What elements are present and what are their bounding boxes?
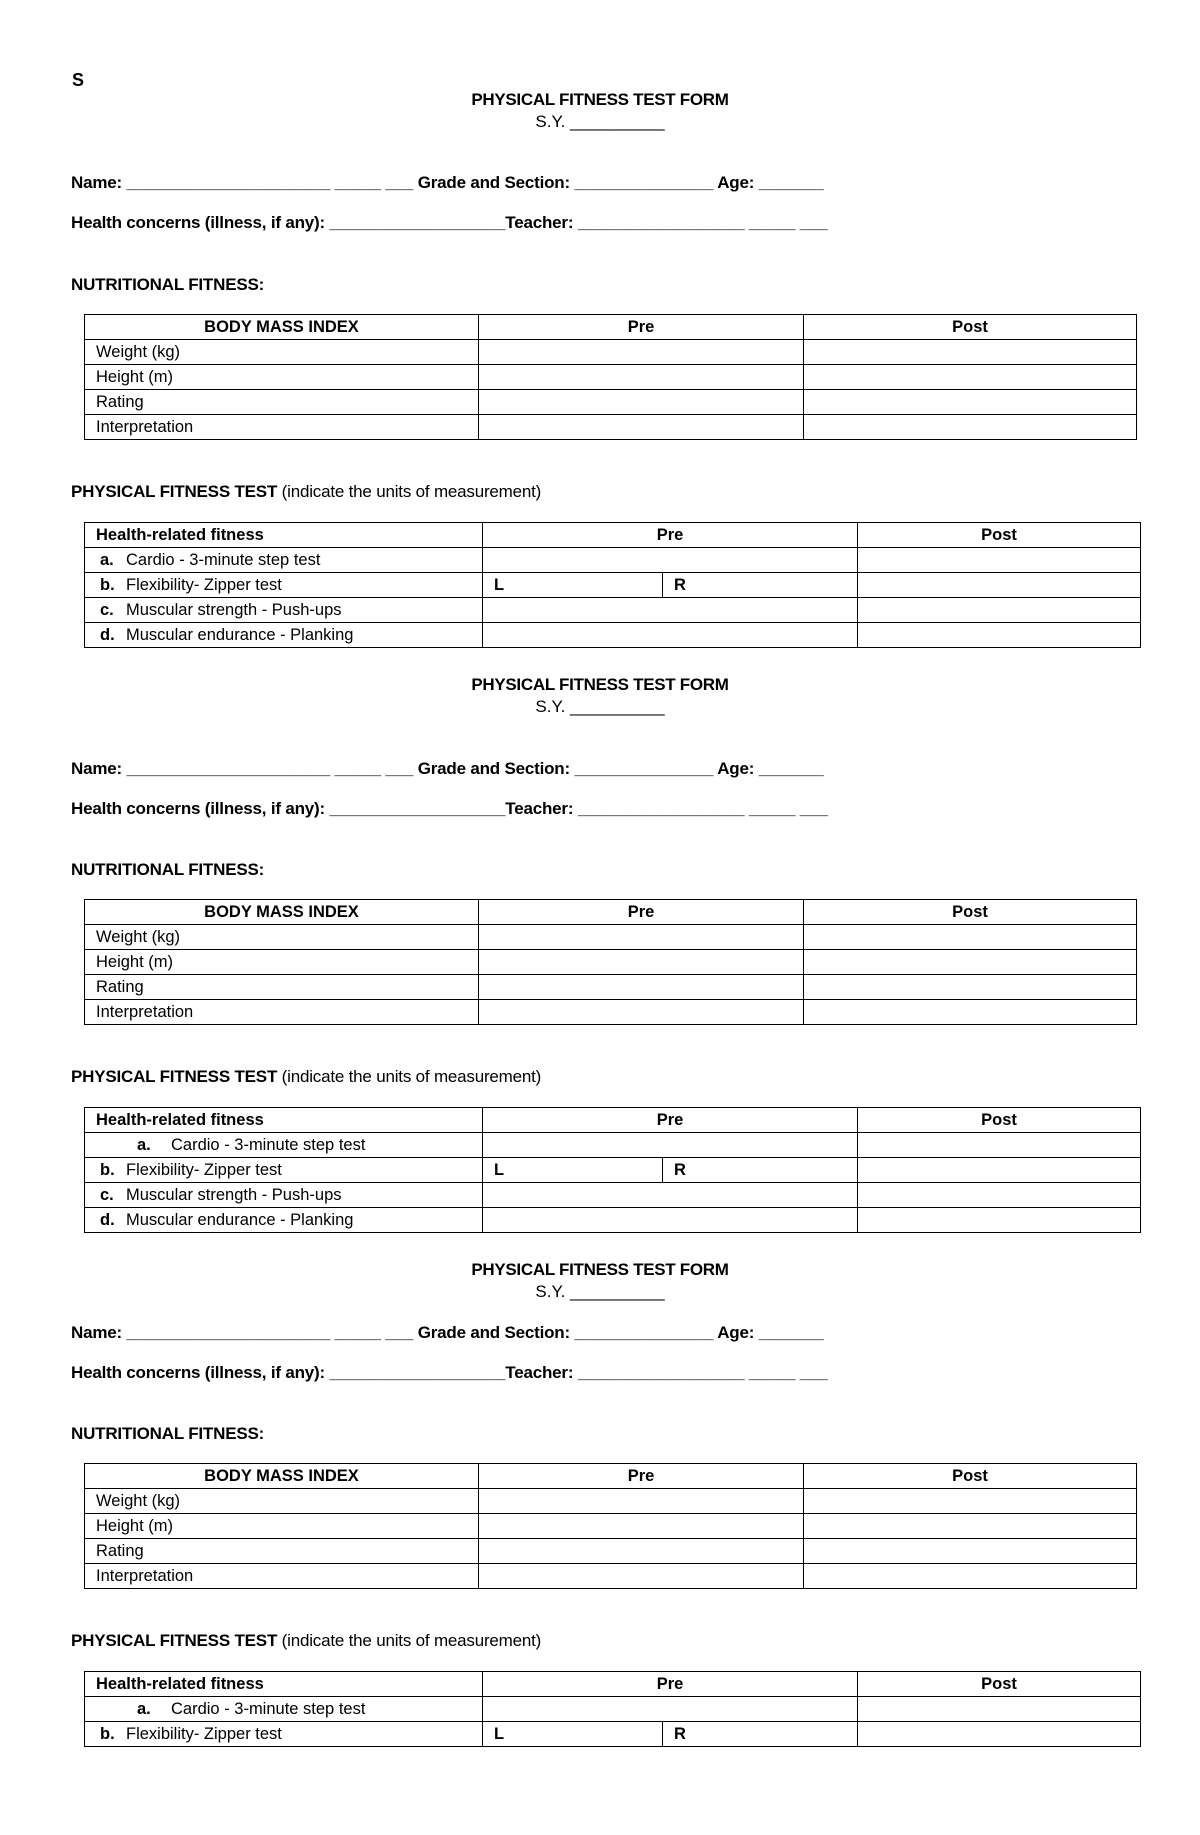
table-header: Pre — [483, 1672, 858, 1697]
bmi-table — [84, 899, 1137, 1025]
pft-heading-text: PHYSICAL FITNESS TEST — [71, 482, 278, 501]
post-cell[interactable] — [858, 1133, 1141, 1158]
pft-note: (indicate the units of measurement) — [281, 1631, 542, 1650]
post-cell[interactable] — [858, 1183, 1141, 1208]
post-cell[interactable] — [804, 975, 1137, 1000]
row-text: Muscular strength - Push-ups — [126, 601, 342, 619]
post-cell[interactable] — [804, 415, 1137, 440]
pft-table — [84, 522, 1141, 648]
pre-cell[interactable] — [479, 390, 804, 415]
row-label: Interpretation — [85, 415, 479, 440]
table-header: Pre — [479, 1464, 804, 1489]
table-row — [85, 548, 1141, 573]
row-text: Muscular strength - Push-ups — [126, 1186, 342, 1204]
row-label: Height (m) — [85, 950, 479, 975]
pre-cell[interactable] — [483, 1697, 858, 1722]
row-label — [85, 1208, 483, 1233]
row-label: Rating — [85, 975, 479, 1000]
nutritional-fitness-heading: NUTRITIONAL FITNESS: — [71, 1424, 265, 1443]
school-year-field[interactable]: S.Y. __________ — [535, 1282, 665, 1301]
table-header: BODY MASS INDEX — [85, 1464, 479, 1489]
row-letter: c. — [100, 601, 114, 619]
table-header: Post — [804, 315, 1137, 340]
pre-cell[interactable] — [479, 1514, 804, 1539]
row-letter: b. — [100, 576, 115, 594]
pre-cell[interactable] — [479, 925, 804, 950]
post-cell[interactable] — [858, 623, 1141, 648]
row-label — [85, 1722, 483, 1747]
table-row — [85, 950, 1137, 975]
table-header-row — [85, 900, 1137, 925]
bmi-table — [84, 1463, 1137, 1589]
form-title: PHYSICAL FITNESS TEST FORM — [471, 90, 729, 109]
row-label — [85, 548, 483, 573]
post-cell[interactable] — [804, 950, 1137, 975]
pre-cell[interactable] — [483, 1133, 858, 1158]
table-row — [85, 1208, 1141, 1233]
row-label — [85, 1158, 483, 1183]
row-label — [85, 623, 483, 648]
name-grade-age-line[interactable]: Name: ______________________ _____ ___ Grade and Section: _______________ Age: _______ — [71, 759, 824, 778]
table-header: Post — [858, 1108, 1141, 1133]
table-header: Pre — [479, 900, 804, 925]
row-label: Rating — [85, 1539, 479, 1564]
post-cell[interactable] — [858, 1722, 1141, 1747]
row-text: Cardio - 3-minute step test — [171, 1136, 366, 1154]
pre-cell[interactable] — [479, 1000, 804, 1025]
table-header-row — [85, 1672, 1141, 1697]
pre-cell[interactable] — [483, 1208, 858, 1233]
table-row — [85, 1514, 1137, 1539]
row-text: Flexibility- Zipper test — [126, 1725, 282, 1743]
pft-table — [84, 1671, 1141, 1747]
table-header-row — [85, 1464, 1137, 1489]
table-row — [85, 415, 1137, 440]
table-header: Health-related fitness — [85, 1672, 483, 1697]
post-cell[interactable] — [804, 925, 1137, 950]
row-label: Height (m) — [85, 365, 479, 390]
post-cell[interactable] — [804, 340, 1137, 365]
post-cell[interactable] — [804, 1000, 1137, 1025]
post-cell[interactable] — [804, 1514, 1137, 1539]
pre-cell[interactable] — [479, 340, 804, 365]
school-year-field[interactable]: S.Y. __________ — [535, 112, 665, 131]
table-row — [85, 1489, 1137, 1514]
pft-note: (indicate the units of measurement) — [281, 482, 542, 501]
row-label: Interpretation — [85, 1564, 479, 1589]
row-text: Muscular endurance - Planking — [126, 1211, 354, 1229]
post-cell[interactable] — [804, 1489, 1137, 1514]
form-title: PHYSICAL FITNESS TEST FORM — [471, 1260, 729, 1279]
row-letter: a. — [137, 1700, 151, 1718]
row-label: Interpretation — [85, 1000, 479, 1025]
pre-cell[interactable] — [483, 598, 858, 623]
pre-right-cell[interactable]: R — [663, 1158, 858, 1183]
table-row — [85, 925, 1137, 950]
pre-cell[interactable] — [483, 623, 858, 648]
table-row — [85, 573, 1141, 598]
table-header: Post — [858, 523, 1141, 548]
table-row — [85, 623, 1141, 648]
row-label — [85, 1133, 483, 1158]
table-row — [85, 1133, 1141, 1158]
row-label: Rating — [85, 390, 479, 415]
row-text: Muscular endurance - Planking — [126, 626, 354, 644]
row-text: Flexibility- Zipper test — [126, 1161, 282, 1179]
pre-cell[interactable] — [483, 1183, 858, 1208]
table-row — [85, 1722, 1141, 1747]
table-header-row — [85, 1108, 1141, 1133]
table-row — [85, 1183, 1141, 1208]
pre-left-cell[interactable]: L — [483, 573, 663, 598]
health-teacher-line[interactable]: Health concerns (illness, if any): ___________________Teacher: __________________ _____ ___ — [71, 213, 828, 232]
post-cell[interactable] — [804, 390, 1137, 415]
nutritional-fitness-heading: NUTRITIONAL FITNESS: — [71, 860, 265, 879]
row-label — [85, 598, 483, 623]
health-teacher-line[interactable]: Health concerns (illness, if any): ___________________Teacher: __________________ _____ ___ — [71, 1363, 828, 1382]
bmi-table — [84, 314, 1137, 440]
row-letter: d. — [100, 626, 115, 644]
table-header: Health-related fitness — [85, 523, 483, 548]
table-header: BODY MASS INDEX — [85, 315, 479, 340]
row-label: Weight (kg) — [85, 925, 479, 950]
row-text: Cardio - 3-minute step test — [171, 1700, 366, 1718]
post-cell[interactable] — [804, 365, 1137, 390]
table-row — [85, 598, 1141, 623]
pre-cell[interactable] — [479, 415, 804, 440]
post-cell[interactable] — [858, 1208, 1141, 1233]
school-year-field[interactable]: S.Y. __________ — [535, 697, 665, 716]
pre-left-cell[interactable]: L — [483, 1158, 663, 1183]
table-header: Pre — [479, 315, 804, 340]
pre-cell[interactable] — [483, 548, 858, 573]
nutritional-fitness-heading: NUTRITIONAL FITNESS: — [71, 275, 265, 294]
row-label: Weight (kg) — [85, 1489, 479, 1514]
row-letter: c. — [100, 1186, 114, 1204]
post-cell[interactable] — [804, 1539, 1137, 1564]
name-grade-age-line[interactable]: Name: ______________________ _____ ___ Grade and Section: _______________ Age: _______ — [71, 173, 824, 192]
pft-heading-text: PHYSICAL FITNESS TEST — [71, 1631, 278, 1650]
pre-cell[interactable] — [479, 950, 804, 975]
table-row — [85, 1564, 1137, 1589]
pre-right-cell[interactable]: R — [663, 573, 858, 598]
table-header: Health-related fitness — [85, 1108, 483, 1133]
table-row — [85, 1697, 1141, 1722]
row-label — [85, 1183, 483, 1208]
pft-note: (indicate the units of measurement) — [281, 1067, 542, 1086]
row-text: Flexibility- Zipper test — [126, 576, 282, 594]
table-header-row — [85, 315, 1137, 340]
table-row — [85, 390, 1137, 415]
form-title: PHYSICAL FITNESS TEST FORM — [471, 675, 729, 694]
row-letter: a. — [100, 551, 114, 569]
row-letter: a. — [137, 1136, 151, 1154]
pft-heading — [71, 1067, 541, 1087]
table-header: Pre — [483, 523, 858, 548]
pre-cell[interactable] — [479, 365, 804, 390]
row-letter: d. — [100, 1211, 115, 1229]
pre-right-cell[interactable]: R — [663, 1722, 858, 1747]
row-label — [85, 1697, 483, 1722]
pre-cell[interactable] — [479, 1489, 804, 1514]
table-row — [85, 1000, 1137, 1025]
post-cell[interactable] — [858, 573, 1141, 598]
post-cell[interactable] — [858, 548, 1141, 573]
row-text: Cardio - 3-minute step test — [126, 551, 321, 569]
pft-heading — [71, 1631, 541, 1651]
table-header-row — [85, 523, 1141, 548]
pft-heading-text: PHYSICAL FITNESS TEST — [71, 1067, 278, 1086]
pre-cell[interactable] — [479, 1564, 804, 1589]
pre-left-cell[interactable]: L — [483, 1722, 663, 1747]
table-row — [85, 1539, 1137, 1564]
pre-cell[interactable] — [479, 975, 804, 1000]
table-header: Post — [804, 900, 1137, 925]
post-cell[interactable] — [858, 1158, 1141, 1183]
pre-cell[interactable] — [479, 1539, 804, 1564]
health-teacher-line[interactable]: Health concerns (illness, if any): ___________________Teacher: __________________ _____ ___ — [71, 799, 828, 818]
pft-table — [84, 1107, 1141, 1233]
table-row — [85, 975, 1137, 1000]
table-header: BODY MASS INDEX — [85, 900, 479, 925]
table-header: Post — [804, 1464, 1137, 1489]
table-row — [85, 365, 1137, 390]
corner-mark: S — [72, 70, 85, 90]
table-header: Pre — [483, 1108, 858, 1133]
row-letter: b. — [100, 1161, 115, 1179]
post-cell[interactable] — [804, 1564, 1137, 1589]
row-label — [85, 573, 483, 598]
post-cell[interactable] — [858, 1697, 1141, 1722]
table-row — [85, 340, 1137, 365]
name-grade-age-line[interactable]: Name: ______________________ _____ ___ Grade and Section: _______________ Age: _______ — [71, 1323, 824, 1342]
table-header: Post — [858, 1672, 1141, 1697]
row-label: Weight (kg) — [85, 340, 479, 365]
pft-heading — [71, 482, 541, 502]
row-letter: b. — [100, 1725, 115, 1743]
post-cell[interactable] — [858, 598, 1141, 623]
table-row — [85, 1158, 1141, 1183]
row-label: Height (m) — [85, 1514, 479, 1539]
